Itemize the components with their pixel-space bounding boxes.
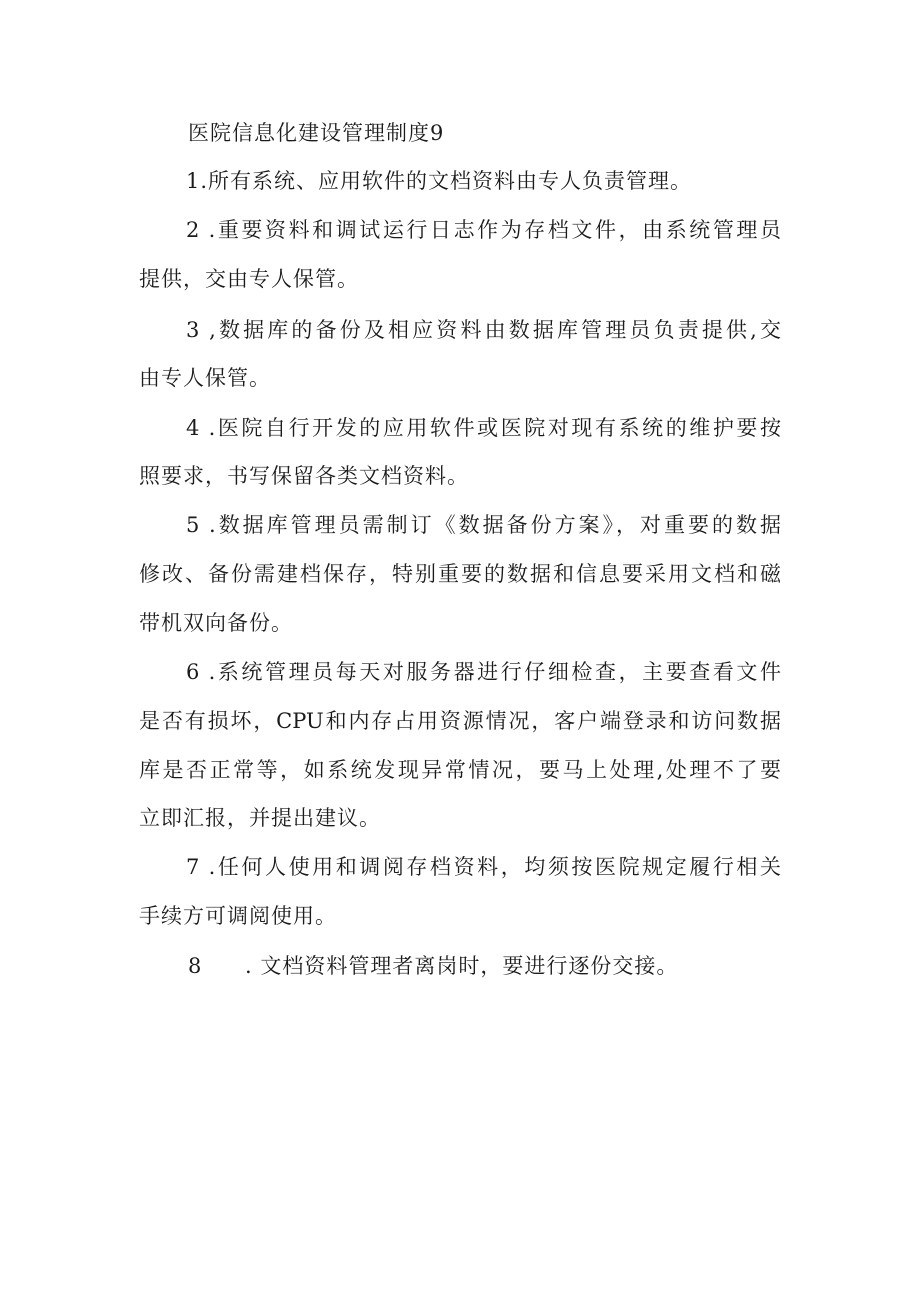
paragraph-6-line-1: 6 .系统管理员每天对服务器进行仔细检查，主要查看文件 xyxy=(186,660,781,684)
document-title: 医院信息化建设管理制度9 xyxy=(188,121,445,145)
paragraph-5-line-1: 5 .数据库管理员需制订《数据备份方案》，对重要的数据 xyxy=(186,513,781,537)
paragraph-5-line-2: 修改、备份需建档保存，特别重要的数据和信息要采用文档和磁 xyxy=(139,562,781,586)
paragraph-1-line-1: 1.所有系统、应用软件的文档资料由专人负责管理。 xyxy=(186,169,693,193)
paragraph-6-line-3: 库是否正常等，如系统发现异常情况，要马上处理,处理不了要 xyxy=(139,758,781,782)
paragraph-4-line-1: 4 .医院自行开发的应用软件或医院对现有系统的维护要按 xyxy=(186,416,781,440)
paragraph-3-line-1: 3 ,数据库的备份及相应资料由数据库管理员负责提供,交 xyxy=(186,318,781,342)
paragraph-5-line-3: 带机双向备份。 xyxy=(139,611,293,635)
paragraph-6-line-2: 是否有损坏，CPU和内存占用资源情况，客户端登录和访问数据 xyxy=(139,709,781,733)
paragraph-8-number: 8 xyxy=(188,954,203,978)
paragraph-7-line-2: 手续方可调阅使用。 xyxy=(139,904,337,928)
paragraph-2-line-1: 2 .重要资料和调试运行日志作为存档文件，由系统管理员 xyxy=(186,218,781,242)
paragraph-2-line-2: 提供，交由专人保管。 xyxy=(139,267,359,291)
paragraph-7-line-1: 7 .任何人使用和调阅存档资料，均须按医院规定履行相关 xyxy=(186,855,781,879)
paragraph-4-line-2: 照要求，书写保留各类文档资料。 xyxy=(139,464,469,488)
paragraph-6-line-4: 立即汇报，并提出建议。 xyxy=(139,806,381,830)
paragraph-8-text: . 文档资料管理者离岗时，要进行逐份交接。 xyxy=(245,954,679,978)
paragraph-3-line-2: 由专人保管。 xyxy=(139,366,271,390)
